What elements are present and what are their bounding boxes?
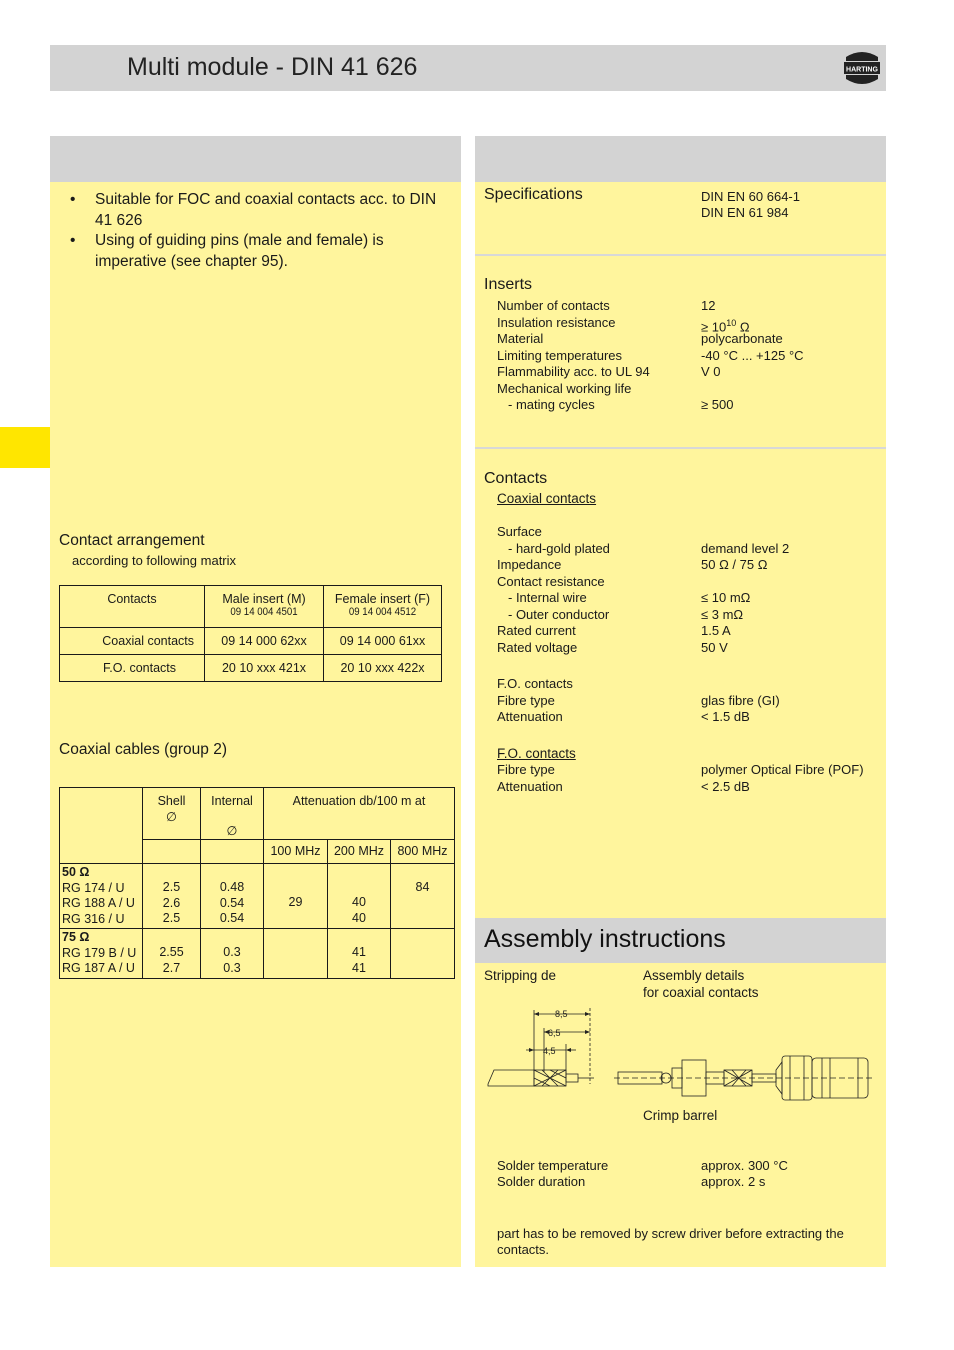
header-attenuation: Attenuation db/100 m at	[264, 788, 455, 840]
contacts-title: Contacts	[484, 470, 548, 487]
spec-row-label: Contact resistance	[497, 573, 605, 589]
spec-row-label: Insulation resistance	[497, 314, 616, 330]
spec-row-label: - hard-gold plated	[508, 540, 610, 556]
coaxial-contact-drawing	[614, 1048, 874, 1110]
assembly-note-2: contacts.	[497, 1242, 550, 1257]
spec-row-label: Flammability acc. to UL 94	[497, 364, 650, 379]
spec-row-label: Material	[497, 331, 544, 346]
spec-row-label: Attenuation	[497, 709, 563, 724]
cable-group-50: 50 Ω RG 174 / U RG 188 A / U RG 316 / U 2.5 2.6 2.5 0.48 0.54 0.54 29 40 40 84	[60, 864, 455, 929]
spec-row-value: glas fibre (GI)	[701, 692, 780, 708]
spec-row-label: Limiting temperatures	[497, 347, 622, 363]
spec-row-value: 1.5 A	[701, 623, 731, 638]
specifications-label: Specifications	[484, 186, 583, 203]
freq-800: 800 MHz	[391, 840, 455, 864]
stripping-label: Stripping de	[484, 968, 557, 983]
spec-row-label: Surface	[497, 524, 542, 539]
spec-row-value: -40 °C ... +125 °C	[701, 347, 804, 363]
spec-row-value: polymer Optical Fibre (POF)	[701, 762, 864, 777]
divider	[475, 254, 886, 256]
left-section-header	[50, 136, 461, 182]
header-male-insert: Male insert (M) 09 14 004 4501	[205, 586, 324, 628]
crimp-barrel-label: Crimp barrel	[643, 1108, 718, 1123]
spec-row-value: ≤ 3 mΩ	[701, 606, 744, 622]
feature-item: • Using of guiding pins (male and female) is imperative (see chapter 95).	[70, 232, 384, 270]
solder-duration-value: approx. 2 s	[701, 1174, 766, 1189]
header-internal: Internal ∅	[201, 788, 264, 840]
spec-row-label: - Outer conductor	[508, 606, 610, 622]
inserts-title: Inserts	[484, 276, 533, 293]
spec-row-value: 12	[701, 298, 716, 313]
assembly-details-label: Assembly details	[643, 968, 745, 983]
logo-text: HARTING	[846, 66, 878, 74]
header-female-insert: Female insert (F) 09 14 004 4512	[324, 586, 442, 628]
spec-row-label: Impedance	[497, 557, 562, 572]
freq-200: 200 MHz	[328, 840, 391, 864]
assembly-details-label-2: for coaxial contacts	[643, 985, 759, 1000]
table-row: Coaxial contacts 09 14 000 62xx 09 14 000 61xx	[60, 628, 442, 655]
cable-group-75: 75 Ω RG 179 B / U RG 187 A / U 2.55 2.7 0.3 0.3 41 41	[60, 929, 455, 979]
spec-row-value: < 1.5 dB	[701, 709, 750, 724]
solder-temperature-value: approx. 300 °C	[701, 1158, 788, 1173]
dim-label: 8,5	[555, 1009, 568, 1019]
spec-row-label: Number of contacts	[497, 298, 610, 313]
contact-arrangement-title: Contact arrangement	[59, 532, 205, 549]
feature-item: • Suitable for FOC and coaxial contacts acc. to DIN 41 626	[70, 191, 437, 229]
spec-row-label: Rated voltage	[497, 639, 578, 655]
stripping-dimension-drawing	[482, 1006, 598, 1092]
spec-row-label: Attenuation	[497, 778, 563, 794]
spec-row-value: V 0	[701, 364, 721, 379]
coaxial-contacts-heading: Coaxial contacts	[497, 491, 597, 506]
assembly-note: part has to be removed by screw driver before extracting the	[497, 1226, 844, 1241]
spec-row-value: < 2.5 dB	[701, 778, 750, 794]
solder-temperature-label: Solder temperature	[497, 1158, 609, 1173]
freq-100: 100 MHz	[264, 840, 328, 864]
spec-row-label: Rated current	[497, 623, 576, 638]
assembly-title: Assembly instructions	[484, 925, 726, 953]
spec-row-label: - mating cycles	[508, 397, 595, 412]
spec-row-label: - Internal wire	[508, 590, 587, 605]
divider	[475, 447, 886, 449]
spec-row-label: F.O. contacts	[497, 676, 573, 691]
header-shell: Shell ∅	[143, 788, 201, 840]
spec-row-label: Mechanical working life	[497, 380, 632, 396]
spec-row-label: Fibre type	[497, 762, 555, 777]
left-column	[50, 182, 461, 1267]
spec-row-value: ≤ 10 mΩ	[701, 590, 751, 605]
header-contacts: Contacts	[60, 586, 205, 628]
page-header	[50, 45, 886, 91]
table-row: F.O. contacts 20 10 xxx 421x 20 10 xxx 422x	[60, 655, 442, 682]
spec-row-value: demand level 2	[701, 540, 790, 556]
contact-arrangement-table	[59, 585, 442, 682]
right-section-header	[475, 136, 886, 182]
spec-value: DIN EN 60 664-1	[701, 189, 800, 204]
page-title: Multi module - DIN 41 626	[127, 53, 418, 81]
coaxial-cables-title: Coaxial cables (group 2)	[59, 741, 228, 758]
dim-label: 6,5	[548, 1028, 561, 1038]
cable-header-blank	[60, 788, 143, 864]
spec-row-value: ≥ 500	[701, 397, 734, 412]
coaxial-cables-table	[59, 787, 455, 979]
chapter-tab	[0, 427, 50, 468]
spec-row-value: 50 Ω / 75 Ω	[701, 557, 768, 572]
spec-row-value: ≥ $10^{10}$ Ω	[701, 317, 750, 334]
fo-contacts-heading: F.O. contacts	[497, 746, 576, 761]
spec-value: DIN EN 61 984	[701, 205, 789, 220]
spec-row-value: 50 V	[701, 639, 728, 655]
harting-logo	[842, 49, 882, 87]
dim-label: 4,5	[543, 1046, 556, 1056]
feature-list	[70, 190, 440, 272]
solder-duration-label: Solder duration	[497, 1174, 586, 1189]
spec-row-label: Fibre type	[497, 692, 555, 708]
spec-row-value: polycarbonate	[701, 331, 783, 346]
contact-arrangement-subtitle: according to following matrix	[72, 553, 237, 568]
